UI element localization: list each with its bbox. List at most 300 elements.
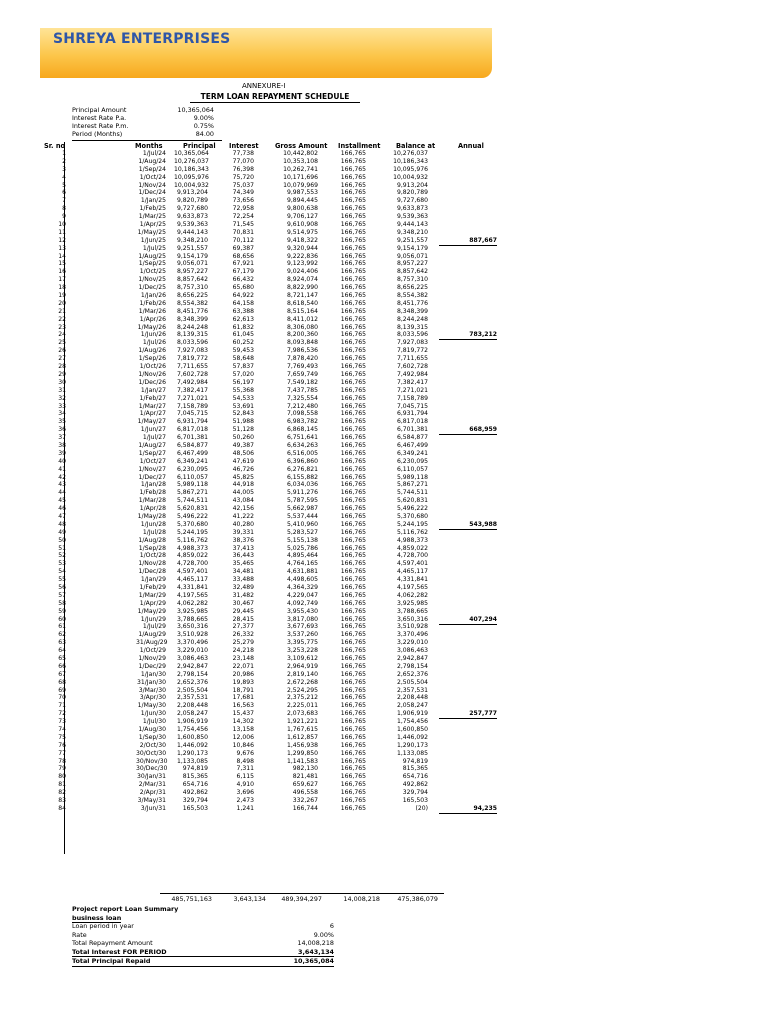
row-interest: 31,482 [232, 591, 254, 599]
row-month: 1/Jan/28 [140, 481, 166, 489]
row-principal: 4,197,565 [176, 591, 208, 599]
row-sr-no: 4 [62, 173, 66, 181]
row-month: 1/Oct/25 [139, 268, 166, 276]
row-balance: 8,139,315 [396, 323, 428, 331]
row-gross-amount: 5,155,138 [286, 536, 318, 544]
row-gross-amount: 166,744 [292, 804, 318, 812]
row-sr-no: 8 [62, 205, 66, 213]
param-label: Interest Rate P.m. [72, 122, 129, 130]
header-gross-amount: Gross Amount [275, 142, 328, 150]
row-interest: 10,846 [232, 741, 254, 749]
table-row [44, 623, 494, 631]
row-balance: 3,370,496 [396, 631, 428, 639]
table-row [44, 631, 494, 639]
row-gross-amount: 8,822,990 [286, 284, 318, 292]
row-balance: 8,244,248 [396, 315, 428, 323]
row-interest: 29,445 [232, 607, 254, 615]
row-installment: 166,765 [340, 465, 366, 473]
row-installment: 166,765 [340, 394, 366, 402]
table-row [44, 236, 497, 245]
table-row [44, 560, 494, 568]
table-row [44, 260, 494, 268]
row-interest: 39,331 [232, 528, 254, 536]
row-balance: 2,652,376 [396, 670, 428, 678]
table-row [44, 434, 494, 442]
row-balance: 9,727,680 [396, 197, 428, 205]
row-installment: 166,765 [340, 323, 366, 331]
table-header [44, 142, 484, 150]
row-balance: 8,554,382 [396, 292, 428, 300]
row-sr-no: 10 [58, 221, 66, 229]
row-interest: 57,837 [232, 363, 254, 371]
row-sr-no: 24 [58, 331, 66, 339]
row-principal: 7,158,789 [176, 402, 208, 410]
row-sr-no: 1 [62, 150, 66, 157]
row-installment: 166,765 [340, 307, 366, 315]
row-month: 30/Nov/30 [136, 757, 168, 765]
table-row [44, 395, 494, 403]
row-sr-no: 81 [58, 781, 66, 789]
row-principal: 1,290,173 [176, 749, 208, 757]
row-principal: 7,045,715 [176, 410, 208, 418]
summary-item [72, 956, 334, 967]
row-sr-no: 43 [58, 481, 66, 489]
row-sr-no: 5 [62, 181, 66, 189]
row-gross-amount: 8,306,080 [286, 323, 318, 331]
row-sr-no: 76 [58, 741, 66, 749]
row-interest: 41,222 [232, 512, 254, 520]
row-balance: 1,906,919 [396, 710, 428, 718]
table-row [44, 608, 494, 616]
row-installment: 166,765 [340, 276, 366, 284]
table-row [44, 331, 497, 339]
row-balance: 4,197,565 [396, 583, 428, 591]
row-month: 1/May/29 [137, 607, 166, 615]
row-gross-amount: 7,098,558 [286, 410, 318, 418]
row-gross-amount: 4,895,464 [286, 552, 318, 560]
row-interest: 57,020 [232, 370, 254, 378]
row-month: 1/Jan/26 [140, 292, 166, 300]
row-interest: 40,280 [232, 520, 254, 528]
row-sr-no: 58 [58, 599, 66, 607]
row-sr-no: 74 [58, 726, 66, 734]
row-balance: 8,957,227 [396, 260, 428, 268]
row-principal: 3,925,985 [176, 607, 208, 615]
row-installment: 166,765 [340, 781, 366, 789]
row-installment: 166,765 [340, 299, 366, 307]
table-row [44, 615, 497, 624]
row-month: 1/Sep/28 [138, 544, 166, 552]
row-principal: 974,819 [182, 765, 208, 773]
row-sr-no: 46 [58, 505, 66, 513]
row-installment: 166,765 [340, 773, 366, 781]
row-interest: 50,260 [232, 434, 254, 442]
row-interest: 49,387 [232, 441, 254, 449]
row-balance: 5,744,511 [396, 489, 428, 497]
table-row [44, 702, 494, 710]
row-balance: 3,510,928 [396, 623, 428, 631]
table-row [44, 481, 494, 489]
table-row [44, 505, 494, 513]
row-sr-no: 57 [58, 591, 66, 599]
row-month: 1/Sep/30 [138, 733, 166, 741]
row-gross-amount: 9,894,445 [286, 197, 318, 205]
table-row [44, 789, 494, 797]
row-month: 1/Dec/29 [138, 662, 166, 670]
table-row [44, 308, 494, 316]
row-interest: 77,738 [232, 150, 254, 157]
summary-value: 6 [329, 922, 334, 930]
row-balance: 2,357,531 [396, 686, 428, 694]
row-interest: 73,656 [232, 197, 254, 205]
row-balance: 6,349,241 [396, 449, 428, 457]
table-row [44, 189, 494, 197]
row-month: 1/Jun/28 [140, 520, 166, 528]
row-sr-no: 23 [58, 323, 66, 331]
row-principal: 9,251,557 [176, 244, 208, 252]
row-sr-no: 69 [58, 686, 66, 694]
row-sr-no: 21 [58, 307, 66, 315]
row-gross-amount: 3,817,080 [286, 615, 318, 623]
row-gross-amount: 9,222,836 [286, 252, 318, 260]
row-sr-no: 71 [58, 702, 66, 710]
row-principal: 3,650,316 [176, 623, 208, 631]
row-month: 1/Sep/27 [138, 449, 166, 457]
row-interest: 58,648 [232, 355, 254, 363]
row-installment: 166,765 [340, 197, 366, 205]
row-balance: 6,467,499 [396, 441, 428, 449]
row-balance: 6,931,794 [396, 410, 428, 418]
row-principal: 8,139,315 [176, 331, 208, 339]
row-month: 30/Dec/30 [136, 765, 168, 773]
row-installment: 166,765 [340, 647, 366, 655]
row-month: 1/Jul/29 [142, 623, 166, 631]
summary-item [72, 939, 334, 948]
row-interest: 44,918 [232, 481, 254, 489]
row-gross-amount: 5,410,960 [286, 520, 318, 528]
header-interest: Interest [229, 142, 259, 150]
row-installment: 166,765 [340, 315, 366, 323]
table-row [44, 253, 494, 261]
summary-value: 14,008,218 [297, 939, 334, 947]
row-gross-amount: 6,634,263 [286, 441, 318, 449]
row-installment: 166,765 [340, 418, 366, 426]
totals-divider [160, 893, 444, 894]
total-principal: 485,751,163 [171, 895, 212, 903]
row-gross-amount: 6,034,036 [286, 481, 318, 489]
row-month: 1/Aug/29 [138, 631, 166, 639]
row-balance: 10,276,037 [393, 150, 428, 157]
row-gross-amount: 8,093,848 [286, 339, 318, 347]
row-sr-no: 20 [58, 299, 66, 307]
row-installment: 166,765 [340, 489, 366, 497]
row-balance: 9,154,179 [396, 244, 428, 252]
table-row [44, 726, 494, 734]
loan-summary [72, 905, 334, 967]
row-principal: 1,906,919 [176, 718, 208, 726]
row-interest: 32,489 [232, 583, 254, 591]
row-principal: 8,857,642 [176, 276, 208, 284]
row-installment: 166,765 [340, 292, 366, 300]
row-gross-amount: 7,659,749 [286, 370, 318, 378]
table-row [44, 426, 497, 434]
row-month: 1/Feb/26 [139, 299, 166, 307]
row-sr-no: 29 [58, 370, 66, 378]
row-principal: 7,711,655 [176, 363, 208, 371]
row-sr-no: 25 [58, 339, 66, 347]
row-balance: 7,492,984 [396, 370, 428, 378]
row-installment: 166,765 [340, 165, 366, 173]
table-row [44, 781, 494, 789]
row-month: 1/Dec/24 [138, 189, 166, 197]
table-row [44, 158, 494, 166]
table-row [44, 197, 494, 205]
row-balance: 3,925,985 [396, 599, 428, 607]
row-installment: 166,765 [340, 655, 366, 662]
row-interest: 15,437 [232, 710, 254, 718]
row-month: 1/Aug/26 [138, 347, 166, 355]
row-installment: 166,765 [340, 410, 366, 418]
summary-subtitle-text: business loan [72, 913, 122, 922]
company-name: SHREYA ENTERPRISES [53, 31, 231, 47]
row-sr-no: 35 [58, 418, 66, 426]
row-installment: 166,765 [340, 505, 366, 513]
row-interest: 72,958 [232, 205, 254, 213]
row-interest: 42,156 [232, 505, 254, 513]
row-principal: 10,004,932 [174, 181, 209, 189]
row-principal: 5,370,680 [176, 520, 208, 528]
row-principal: 165,503 [182, 804, 208, 812]
row-installment: 166,765 [340, 260, 366, 268]
row-principal: 6,701,381 [176, 434, 208, 442]
param-row [72, 106, 222, 114]
row-gross-amount: 1,299,850 [286, 749, 318, 757]
table-row [44, 324, 494, 332]
row-principal: 5,620,831 [176, 505, 208, 513]
row-annual-total: 543,988 [439, 521, 497, 530]
row-interest: 22,071 [232, 662, 254, 670]
row-interest: 18,791 [232, 686, 254, 694]
row-installment: 166,765 [340, 607, 366, 615]
row-principal: 10,365,064 [174, 150, 209, 157]
row-principal: 5,744,511 [176, 497, 208, 505]
row-interest: 3,696 [236, 789, 254, 797]
row-sr-no: 67 [58, 670, 66, 678]
row-gross-amount: 9,987,553 [286, 189, 318, 197]
row-balance: 10,095,976 [393, 165, 428, 173]
row-balance: 9,348,210 [396, 228, 428, 236]
row-balance: 1,754,456 [396, 718, 428, 726]
row-month: 2/Mar/31 [138, 781, 166, 789]
row-principal: 654,716 [182, 781, 208, 789]
row-gross-amount: 496,558 [292, 789, 318, 797]
row-principal: 815,365 [182, 773, 208, 781]
row-principal: 2,652,376 [176, 678, 208, 686]
row-principal: 10,186,343 [174, 165, 209, 173]
row-installment: 166,765 [340, 623, 366, 631]
row-principal: 4,465,117 [176, 576, 208, 584]
row-principal: 8,757,310 [176, 284, 208, 292]
row-gross-amount: 8,515,164 [286, 307, 318, 315]
row-interest: 24,218 [232, 647, 254, 655]
table-row [44, 592, 494, 600]
row-month: 1/Sep/25 [138, 260, 166, 268]
row-sr-no: 38 [58, 441, 66, 449]
row-month: 1/Jun/25 [140, 236, 166, 244]
totals-row [160, 895, 450, 903]
row-month: 1/Feb/29 [139, 583, 166, 591]
row-principal: 6,817,018 [176, 426, 208, 434]
row-sr-no: 84 [58, 804, 66, 812]
row-principal: 4,331,841 [176, 583, 208, 591]
row-month: 1/Feb/25 [139, 205, 166, 213]
row-principal: 5,496,222 [176, 512, 208, 520]
row-balance: 7,382,417 [396, 378, 428, 386]
row-interest: 65,680 [232, 284, 254, 292]
params-divider [72, 140, 222, 141]
row-gross-amount: 9,418,322 [286, 236, 318, 244]
row-gross-amount: 7,769,493 [286, 363, 318, 371]
row-balance: 7,271,021 [396, 386, 428, 394]
row-month: 1/Aug/30 [138, 726, 166, 734]
row-sr-no: 7 [62, 197, 66, 205]
row-month: 3/Jun/31 [140, 804, 166, 812]
row-principal: 8,244,248 [176, 323, 208, 331]
row-interest: 76,398 [232, 165, 254, 173]
table-row [44, 371, 494, 379]
summary-item [72, 931, 334, 940]
table-row [44, 687, 494, 695]
table-row [44, 545, 494, 553]
row-balance: 9,444,143 [396, 221, 428, 229]
table-row [44, 804, 497, 813]
row-installment: 166,765 [340, 670, 366, 678]
row-principal: 4,728,700 [176, 560, 208, 568]
summary-value: 10,365,084 [293, 957, 334, 965]
row-sr-no: 11 [58, 228, 66, 236]
row-month: 1/Nov/29 [138, 655, 166, 662]
table-row [44, 679, 494, 687]
row-interest: 64,158 [232, 299, 254, 307]
row-gross-amount: 9,706,127 [286, 213, 318, 221]
row-interest: 17,681 [232, 694, 254, 702]
row-principal: 2,798,154 [176, 670, 208, 678]
row-installment: 166,765 [340, 150, 366, 157]
row-month: 3/May/31 [137, 797, 166, 805]
table-row [44, 355, 494, 363]
table-row [44, 403, 494, 411]
row-sr-no: 44 [58, 489, 66, 497]
row-balance: 1,290,173 [396, 741, 428, 749]
row-installment: 166,765 [340, 434, 366, 442]
row-interest: 64,922 [232, 292, 254, 300]
row-month: 1/Jul/25 [142, 244, 166, 252]
row-interest: 54,533 [232, 394, 254, 402]
row-month: 1/Nov/27 [138, 465, 166, 473]
row-interest: 74,349 [232, 189, 254, 197]
row-month: 1/Jan/29 [140, 576, 166, 584]
param-label: Principal Amount [72, 106, 127, 114]
row-month: 1/Aug/25 [138, 252, 166, 260]
table-row [44, 655, 494, 663]
table-row [44, 379, 494, 387]
row-gross-amount: 9,800,638 [286, 205, 318, 213]
row-month: 1/Dec/25 [138, 284, 166, 292]
table-row [44, 466, 494, 474]
row-gross-amount: 4,498,605 [286, 576, 318, 584]
row-balance: 4,597,401 [396, 560, 428, 568]
row-interest: 1,241 [236, 804, 254, 812]
summary-value: 9.00% [313, 930, 334, 939]
row-sr-no: 13 [58, 244, 66, 252]
row-month: 1/Aug/27 [138, 441, 166, 449]
row-balance: 492,862 [402, 781, 428, 789]
param-value: 84.00 [195, 130, 214, 138]
table-row [44, 300, 494, 308]
row-installment: 166,765 [340, 481, 366, 489]
row-principal: 4,062,282 [176, 599, 208, 607]
row-gross-amount: 10,353,108 [283, 157, 318, 165]
row-balance: 7,158,789 [396, 394, 428, 402]
row-principal: 5,867,271 [176, 489, 208, 497]
row-sr-no: 65 [58, 655, 66, 662]
row-principal: 7,382,417 [176, 386, 208, 394]
row-gross-amount: 4,631,881 [286, 568, 318, 576]
row-month: 1/Apr/28 [139, 505, 166, 513]
summary-label: Loan period in year [72, 922, 134, 930]
row-gross-amount: 9,123,992 [286, 260, 318, 268]
row-principal: 5,116,762 [176, 536, 208, 544]
table-row [44, 442, 494, 450]
row-balance: 6,230,095 [396, 457, 428, 465]
table-row [44, 292, 494, 300]
row-balance: 3,086,463 [396, 647, 428, 655]
row-installment: 166,765 [340, 662, 366, 670]
row-balance: 5,244,195 [396, 520, 428, 528]
row-interest: 68,656 [232, 252, 254, 260]
row-principal: 8,348,399 [176, 315, 208, 323]
row-gross-amount: 7,878,420 [286, 355, 318, 363]
row-month: 3/Apr/30 [139, 694, 166, 702]
row-sr-no: 66 [58, 662, 66, 670]
row-installment: 166,765 [340, 244, 366, 252]
row-annual-total: 783,212 [439, 331, 497, 340]
row-gross-amount: 6,751,641 [286, 434, 318, 442]
row-balance: 9,913,204 [396, 181, 428, 189]
table-row [44, 694, 494, 702]
param-row [72, 122, 222, 130]
row-sr-no: 41 [58, 465, 66, 473]
row-gross-amount: 2,964,919 [286, 662, 318, 670]
row-sr-no: 9 [62, 213, 66, 221]
table-row [44, 734, 494, 742]
row-month: 1/Nov/28 [138, 560, 166, 568]
table-row [44, 663, 494, 671]
row-month: 1/Apr/26 [139, 315, 166, 323]
row-balance: 6,110,057 [396, 465, 428, 473]
row-sr-no: 64 [58, 647, 66, 655]
row-month: 1/Mar/29 [138, 591, 166, 599]
table-row [44, 458, 494, 466]
row-principal: 5,244,195 [176, 528, 208, 536]
row-installment: 166,765 [340, 157, 366, 165]
row-principal: 10,095,976 [174, 173, 209, 181]
table-row [44, 245, 494, 253]
row-installment: 166,765 [340, 639, 366, 647]
row-annual-total: 407,294 [439, 616, 497, 625]
row-principal: 7,492,984 [176, 378, 208, 386]
row-sr-no: 37 [58, 434, 66, 442]
